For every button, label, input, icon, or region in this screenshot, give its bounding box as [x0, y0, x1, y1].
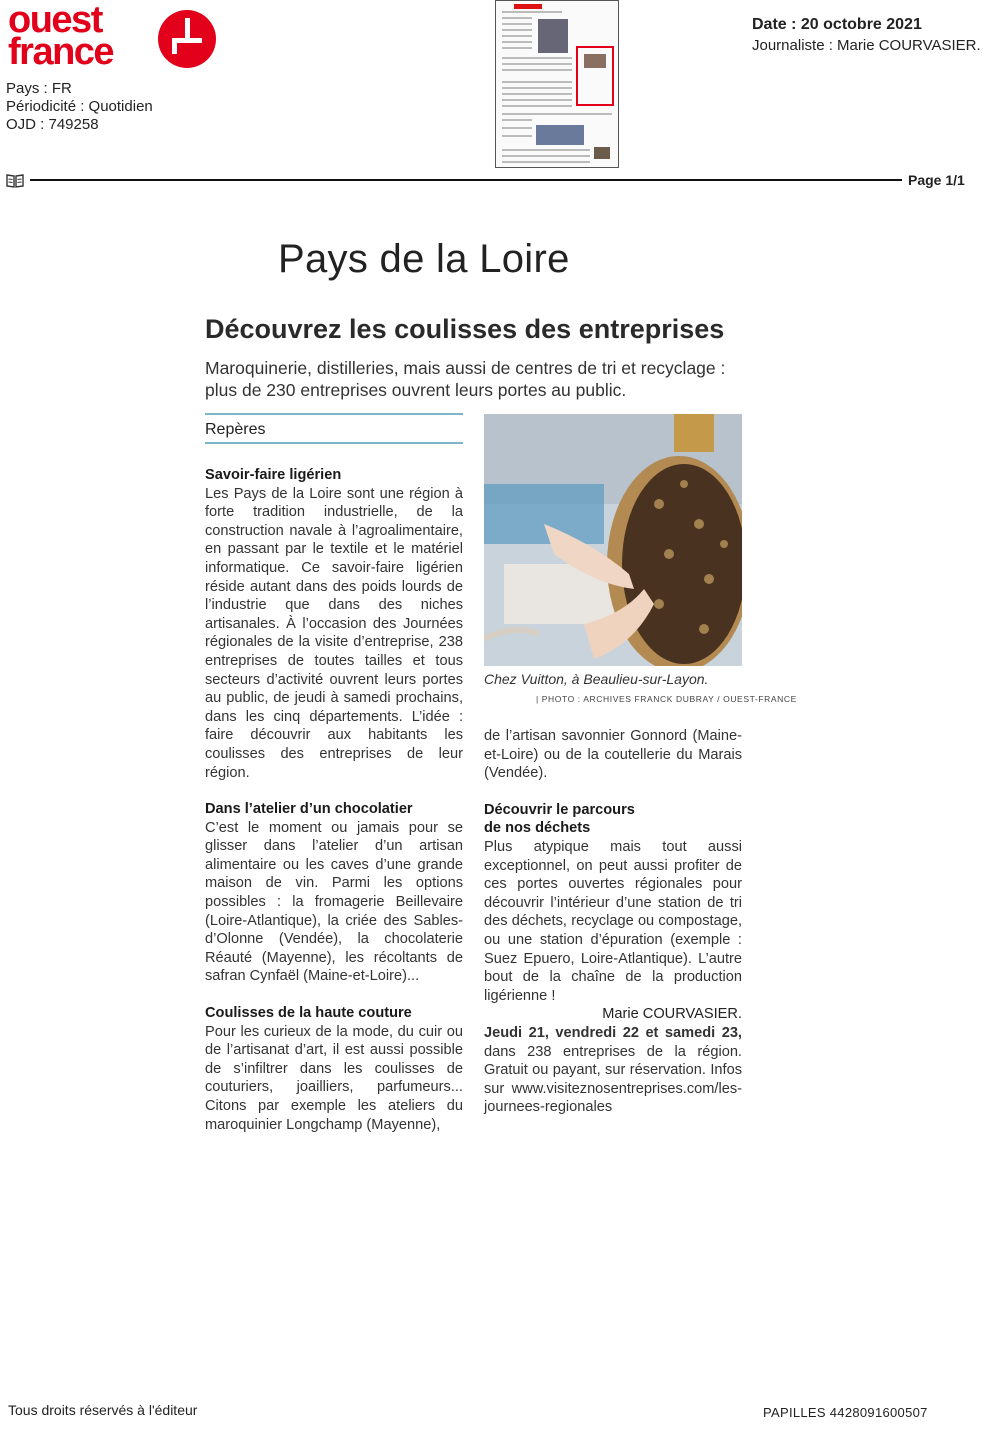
- block-title: Coulisses de la haute couture: [205, 1005, 412, 1022]
- leather-bag-illustration: [484, 414, 742, 666]
- article-column-left: [205, 466, 463, 1134]
- section-title: Pays de la Loire: [278, 237, 570, 281]
- logo-line-1: ouest: [8, 0, 102, 41]
- block-text: Plus atypique mais tout aussi exceptionnel, on peut aussi profiter de ces portes ouvertes régionales pour découvrir l’intérieur d’une station de tri des déchets, recyclage ou compostage, ou une station d’épuration (exemple : Suez Epuero, Loire-Atlantique). L’autre bout de la chaîne de la production ligérienne !: [484, 838, 742, 1004]
- practical-info-dates: Jeudi 21, vendredi 22 et samedi 23,: [484, 1024, 742, 1041]
- photo-credit: | PHOTO : ARCHIVES FRANCK DUBRAY / OUEST-FRANCE: [536, 694, 797, 704]
- block-text: Pour les curieux de la mode, du cuir ou de l’artisanat d’art, il est aussi possible de s’infiltrer dans les coulisses de couturiers, joailliers, parfumeurs... Citons par exemple les ateliers du maroquinier Longchamp (Mayenne),: [205, 1023, 463, 1133]
- ouest-france-logo: [8, 0, 218, 74]
- author-signature: Marie COURVASIER.: [602, 1006, 742, 1023]
- article-highlight-box: [576, 46, 614, 106]
- page-number: Page 1/1: [908, 172, 965, 188]
- photo-caption: Chez Vuitton, à Beaulieu-sur-Layon.: [484, 671, 709, 687]
- practical-info: [484, 1024, 742, 1117]
- page-thumbnail: [495, 0, 619, 168]
- document-code: PAPILLES 4428091600507: [763, 1405, 928, 1420]
- block-title-line-2: de nos déchets: [484, 820, 591, 837]
- journalist: Journaliste : Marie COURVASIER.: [752, 37, 981, 54]
- country: Pays : FR: [6, 80, 72, 97]
- book-icon: [6, 173, 24, 189]
- headline: Découvrez les coulisses des entreprises: [205, 314, 725, 344]
- article-photo: [484, 414, 742, 666]
- block-title-line-1: Découvrir le parcours: [484, 801, 635, 818]
- block-title: Savoir-faire ligérien: [205, 467, 342, 483]
- reperes-top-rule: [205, 413, 463, 415]
- reperes-bottom-rule: [205, 442, 463, 444]
- block-text-continued: de l’artisan savonnier Gonnord (Maine-et-Loire) ou de la coutellerie du Marais (Vendée).: [484, 728, 742, 782]
- block-savoir-faire: [205, 466, 463, 782]
- standfirst: Maroquinerie, distilleries, mais aussi de centres de tri et recyclage : plus de 230 entreprises ouvrent leurs portes au public.: [205, 358, 726, 400]
- header-rule: [30, 179, 902, 181]
- practical-info-text: dans 238 entreprises de la région. Gratuit ou payant, sur réservation. Infos sur www.visiteznosentreprises.com/les-journees-regionales: [484, 1043, 742, 1116]
- reperes-label: Repères: [205, 421, 266, 438]
- periodicity: Périodicité : Quotidien: [6, 98, 153, 115]
- logo-line-2: france: [8, 31, 114, 73]
- block-haute-couture: [205, 1004, 463, 1134]
- publication-meta: [6, 80, 153, 134]
- ojd-circulation: OJD : 749258: [6, 116, 99, 133]
- block-text: Les Pays de la Loire sont une région à forte tradition industrielle, de la construction navale à l’agroalimentaire, en passant par le textile et le matériel informatique. Ce savoir-faire ligérien réside autant dans des poids lourds de l’industrie que dans des niches artisanales. À l’occasion des Journées régionales de la visite d’entreprise, 238 entreprises de toutes tailles et tous secteurs d’activité ouvrent leurs portes au public, de jeudi à samedi prochains, dans les cinq départements. L’idée : faire découvrir aux habitants les coulisses des entreprises de leur région.: [205, 485, 463, 781]
- block-title: Dans l’atelier d’un chocolatier: [205, 801, 413, 818]
- logo-emblem-icon: [158, 10, 216, 68]
- block-text: C’est le moment ou jamais pour se glisser dans l’atelier d’un artisan alimentaire ou les caves d’une grande maison de vin. Parmi les options possibles : la fromagerie Beillevaire (Loire-Atlantique), la criée des Sables-d’Olonne (Vendée), la chocolaterie Réauté (Mayenne), les récoltants de safran Cynfaël (Maine-et-Loire)...: [205, 819, 463, 985]
- block-dechets: [484, 801, 742, 1024]
- article-column-right: [484, 727, 742, 1117]
- logo-wordmark: [8, 0, 114, 73]
- block-chocolatier: [205, 800, 463, 986]
- publication-date: Date : 20 octobre 2021: [752, 16, 922, 33]
- rights-notice: Tous droits réservés à l'éditeur: [8, 1402, 198, 1418]
